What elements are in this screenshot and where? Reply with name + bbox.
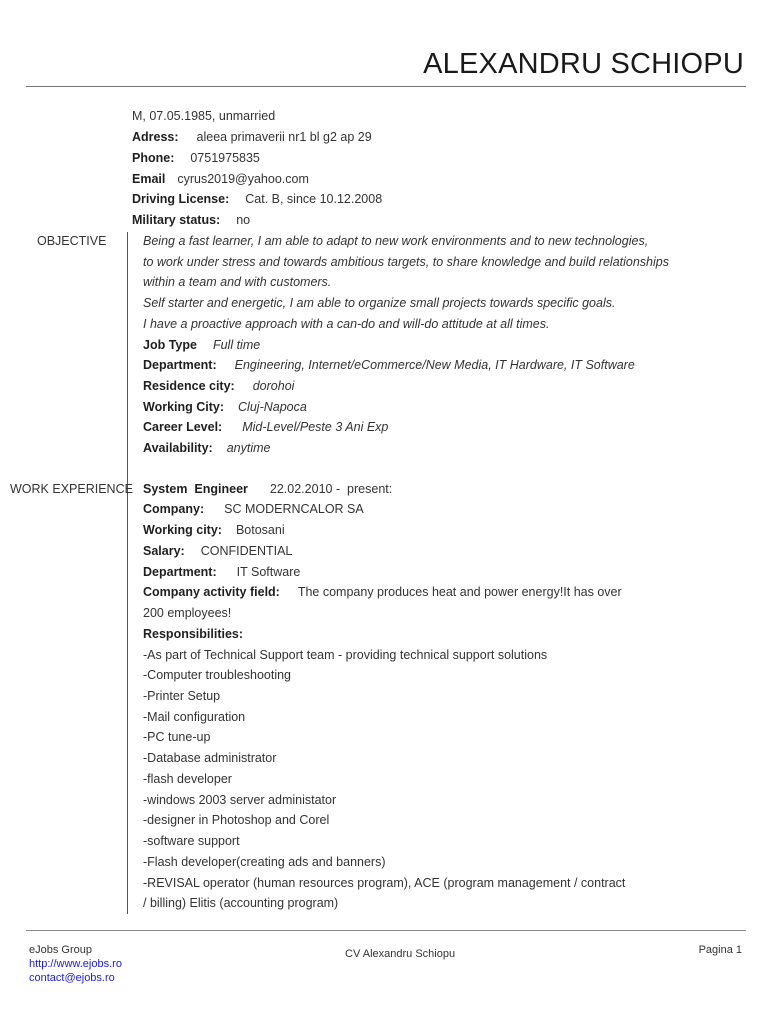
phone-value: 0751975835	[190, 151, 260, 165]
job-type-label: Job Type	[143, 338, 197, 352]
address-row	[132, 130, 372, 144]
military-status-value: no	[236, 213, 251, 227]
responsibility-item: -windows 2003 server administator	[143, 793, 337, 807]
job-department-label: Department:	[143, 565, 217, 579]
job-working-city-label: Working city:	[143, 523, 222, 537]
job-working-city-row	[143, 523, 285, 537]
department-row	[143, 358, 635, 372]
activity-field-value: The company produces heat and power energy!It has over	[297, 585, 622, 599]
objective-line: I have a proactive approach with a can-do and will-do attitude at all times.	[143, 317, 550, 331]
residence-city-row	[143, 379, 294, 393]
career-level-value: Mid-Level/Peste 3 Ani Exp	[242, 420, 389, 434]
company-label: Company:	[143, 502, 205, 516]
job-title: System Engineer	[143, 482, 248, 496]
phone-row	[132, 151, 260, 165]
job-department-row	[143, 565, 300, 579]
footer-document-title: CV Alexandru Schiopu	[345, 948, 456, 960]
company-value: SC MODERNCALOR SA	[224, 502, 364, 516]
responsibility-item: -Database administrator	[143, 751, 277, 765]
work-experience-heading: WORK EXPERIENCE	[10, 482, 133, 496]
company-row	[143, 502, 364, 516]
responsibility-item: / billing) Elitis (accounting program)	[143, 896, 339, 910]
footer-page-number: Pagina 1	[698, 944, 742, 956]
working-city-value: Cluj-Napoca	[238, 400, 307, 414]
address-value: aleea primaverii nr1 bl g2 ap 29	[196, 130, 372, 144]
career-level-label: Career Level:	[143, 420, 223, 434]
activity-field-label: Company activity field:	[143, 585, 280, 599]
military-status-row	[132, 213, 250, 227]
activity-field-row	[143, 585, 622, 599]
objective-line: Self starter and energetic, I am able to organize small projects towards specific goals.	[143, 296, 616, 310]
residence-city-label: Residence city:	[143, 379, 235, 393]
personal-summary: M, 07.05.1985, unmarried	[132, 109, 276, 123]
candidate-name: ALEXANDRU SCHIOPU	[423, 48, 744, 80]
availability-label: Availability:	[143, 441, 213, 455]
objective-line: to work under stress and towards ambitious targets, to share knowledge and build relationships	[143, 255, 669, 269]
driving-license-row	[132, 192, 382, 206]
department-value: Engineering, Internet/eCommerce/New Media, IT Hardware, IT Software	[234, 358, 635, 372]
footer-company: eJobs Group	[29, 944, 92, 956]
responsibility-item: -flash developer	[143, 772, 232, 786]
career-level-row	[143, 420, 388, 434]
responsibilities-heading	[143, 627, 243, 641]
job-period: 22.02.2010 - present:	[269, 482, 393, 496]
header-divider	[26, 86, 746, 87]
responsibilities-label: Responsibilities:	[143, 627, 244, 641]
responsibility-item: -software support	[143, 834, 240, 848]
responsibility-item: -REVISAL operator (human resources program), ACE (program management / contract	[143, 876, 626, 890]
responsibility-item: -designer in Photoshop and Corel	[143, 813, 330, 827]
objective-line: Being a fast learner, I am able to adapt to new work environments and to new technologies,	[143, 234, 649, 248]
footer-divider	[26, 930, 746, 931]
salary-label: Salary:	[143, 544, 185, 558]
phone-label: Phone:	[132, 151, 175, 165]
objective-line: within a team and with customers.	[143, 275, 332, 289]
job-title-row	[143, 482, 392, 496]
footer-website-link[interactable]: http://www.ejobs.ro	[29, 958, 122, 970]
salary-row	[143, 544, 292, 558]
working-city-row	[143, 400, 307, 414]
job-department-value: IT Software	[236, 565, 301, 579]
driving-license-label: Driving License:	[132, 192, 230, 206]
responsibility-item: -Mail configuration	[143, 710, 246, 724]
military-status-label: Military status:	[132, 213, 221, 227]
email-label: Email	[132, 172, 166, 186]
working-city-label: Working City:	[143, 400, 225, 414]
responsibility-item: -Printer Setup	[143, 689, 221, 703]
residence-city-value: dorohoi	[252, 379, 295, 393]
driving-license-value: Cat. B, since 10.12.2008	[245, 192, 383, 206]
job-working-city-value: Botosani	[235, 523, 285, 537]
responsibility-item: -Flash developer(creating ads and banners)	[143, 855, 386, 869]
job-type-value: Full time	[212, 338, 261, 352]
email-value: cyrus2019@yahoo.com	[177, 172, 309, 186]
availability-row	[143, 441, 270, 455]
job-type-row	[143, 338, 260, 352]
objective-heading: OBJECTIVE	[37, 234, 107, 248]
responsibility-item: -As part of Technical Support team - providing technical support solutions	[143, 648, 548, 662]
responsibility-item: -PC tune-up	[143, 730, 211, 744]
activity-field-continued: 200 employees!	[143, 606, 232, 620]
availability-value: anytime	[226, 441, 271, 455]
department-label: Department:	[143, 358, 217, 372]
section-column-rule	[127, 232, 128, 914]
email-row	[132, 172, 309, 186]
salary-value: CONFIDENTIAL	[200, 544, 293, 558]
footer-contact-link[interactable]: contact@ejobs.ro	[29, 972, 115, 984]
address-label: Adress:	[132, 130, 179, 144]
responsibility-item: -Computer troubleshooting	[143, 668, 291, 682]
